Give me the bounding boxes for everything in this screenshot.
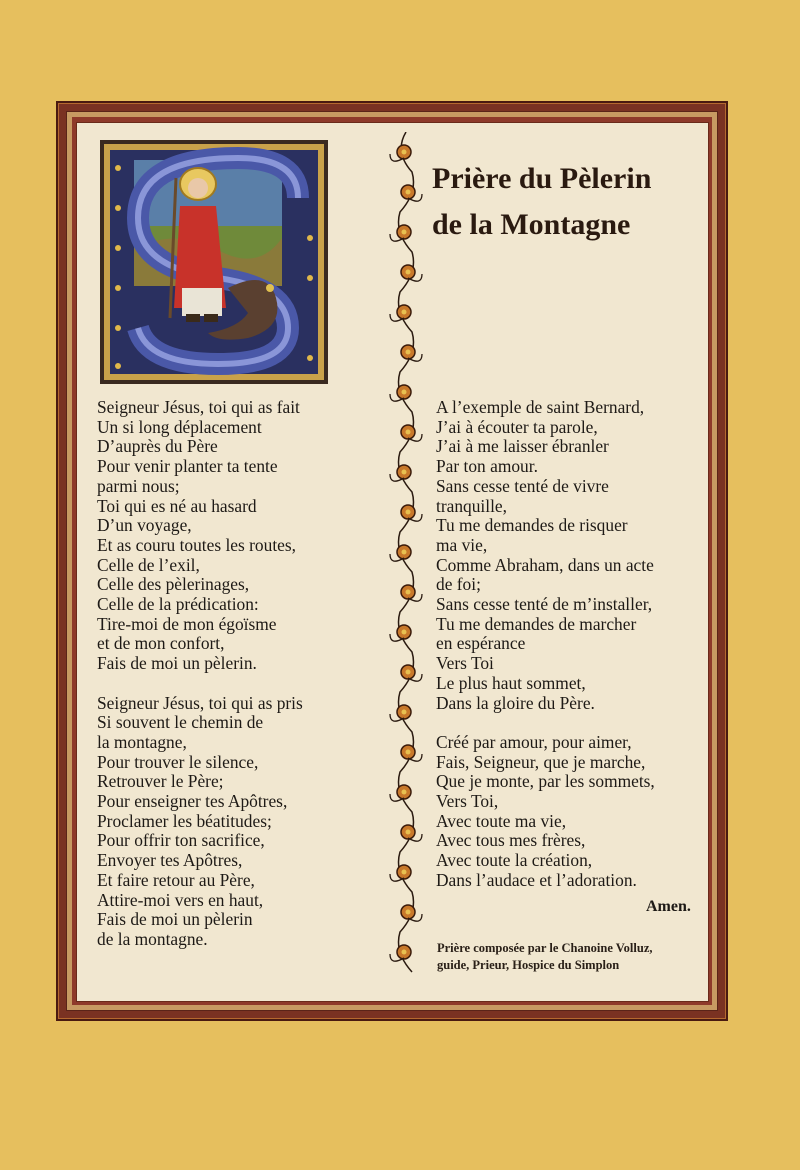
right-column-stanza1-line: Par ton amour. [436, 456, 538, 477]
vine-flower-ornament [401, 905, 422, 921]
vine-flower-ornament [401, 425, 422, 441]
right-column-stanza2-line: Avec tous mes frères, [436, 830, 586, 851]
left-column-stanza2-line: Si souvent le chemin de [97, 712, 264, 733]
vine-flower-ornament [401, 505, 422, 521]
right-column-stanza2-line: Avec toute la création, [436, 850, 593, 871]
vine-flower-ornament [401, 265, 422, 281]
decorative-vine-border [378, 132, 434, 982]
prayer-credit [437, 940, 653, 974]
vine-flower-ornament [401, 185, 422, 201]
left-column-stanza1-line: Un si long déplacement [97, 416, 262, 437]
left-column-stanza1-line: Et as couru toutes les routes, [97, 534, 296, 555]
left-stanza-1 [97, 398, 303, 674]
title-line-2: de la Montagne [432, 208, 631, 241]
right-column-stanza1-line: Sans cesse tenté de m’installer, [436, 594, 653, 615]
vine-flower-ornament [390, 865, 411, 881]
left-column-stanza1-line: D’un voyage, [97, 515, 192, 536]
right-column-stanza1-line: Vers Toi [436, 653, 494, 674]
right-column-stanza1-line: Tu me demandes de marcher [436, 613, 637, 634]
title-line-1: Prière du Pèlerin [432, 162, 652, 195]
vine-flower-ornament [401, 585, 422, 601]
vine-flower-ornament [390, 945, 411, 961]
right-stanza-2 [436, 733, 655, 891]
vine-flower-ornament [390, 625, 411, 641]
amen-text: Amen. [646, 898, 691, 915]
left-column-stanza1-line: Fais de moi un pèlerin. [97, 653, 257, 674]
credit-line-2: guide, Prieur, Hospice du Simplon [437, 958, 620, 972]
right-column-stanza2-line: Vers Toi, [436, 791, 499, 812]
left-column-stanza1-line: Celle de la prédication: [97, 594, 259, 615]
left-column-stanza1-line: Celle de l’exil, [97, 554, 200, 575]
right-column-stanza2-line: Créé par amour, pour aimer, [436, 731, 632, 752]
right-column-stanza1-line: J’ai à me laisser ébranler [436, 436, 609, 457]
right-column-stanza1-line: Tu me demandes de risquer [436, 515, 628, 536]
vine-flower-ornament [390, 145, 411, 161]
right-column-text [436, 398, 655, 891]
left-column-stanza1-line: Toi qui es né au hasard [97, 495, 257, 516]
vine-flower-ornament [401, 665, 422, 681]
vine-flower-ornament [401, 345, 422, 361]
left-column-stanza1-line: Celle des pèlerinages, [97, 574, 250, 595]
right-column-stanza2-line: Fais, Seigneur, que je marche, [436, 751, 646, 772]
vine-flower-ornament [390, 705, 411, 721]
left-stanza-2 [97, 694, 303, 950]
right-column-stanza1-line: J’ai à écouter ta parole, [436, 416, 598, 437]
right-stanza-1 [436, 398, 655, 713]
left-column-stanza1-line: Tire-moi de mon égoïsme [97, 613, 277, 634]
vine-flower-ornament [390, 545, 411, 561]
right-column-stanza1-line: ma vie, [436, 534, 488, 555]
vine-flower-ornament [401, 745, 422, 761]
right-column-stanza1-line: en espérance [436, 633, 526, 654]
vine-flower-ornament [401, 825, 422, 841]
right-column-stanza1-line: Le plus haut sommet, [436, 672, 586, 693]
left-column-stanza1-line: et de mon confort, [97, 633, 225, 654]
right-column-stanza1-line: tranquille, [436, 495, 507, 516]
right-column-stanza1-line: Dans la gloire du Père. [436, 692, 595, 713]
vine-flower-ornament [390, 385, 411, 401]
credit-line-1: Prière composée par le Chanoine Volluz, [437, 941, 653, 955]
left-column-stanza2-line: Pour enseigner tes Apôtres, [97, 791, 288, 812]
vine-flower-ornament [390, 225, 411, 241]
left-column-stanza1-line: D’auprès du Père [97, 436, 218, 457]
left-column-stanza1-line: Pour venir planter ta tente [97, 456, 278, 477]
illuminated-initial-s [98, 138, 330, 386]
right-column-stanza2-line: Que je monte, par les sommets, [436, 771, 655, 792]
left-column-stanza2-line: Attire-moi vers en haut, [97, 889, 264, 910]
left-column-stanza2-line: Seigneur Jésus, toi qui as pris [97, 692, 303, 713]
left-column-stanza2-line: de la montagne. [97, 928, 208, 949]
vine-flower-ornament [390, 785, 411, 801]
left-column-text [97, 398, 303, 950]
left-column-stanza2-line: Pour offrir ton sacrifice, [97, 830, 265, 851]
right-column-stanza1-line: de foi; [436, 574, 481, 595]
vine-flower-ornament [390, 465, 411, 481]
left-column-stanza2-line: Envoyer tes Apôtres, [97, 850, 243, 871]
left-column-stanza2-line: Fais de moi un pèlerin [97, 909, 253, 930]
left-column-stanza1-line: parmi nous; [97, 475, 180, 496]
left-column-stanza2-line: Proclamer les béatitudes; [97, 810, 272, 831]
prayer-title [432, 156, 712, 248]
right-column-stanza1-line: Sans cesse tenté de vivre [436, 475, 609, 496]
left-column-stanza2-line: Retrouver le Père; [97, 771, 224, 792]
right-column-stanza2-line: Avec toute ma vie, [436, 810, 567, 831]
left-column-stanza2-line: la montagne, [97, 731, 187, 752]
left-column-stanza2-line: Pour trouver le silence, [97, 751, 259, 772]
right-column-stanza1-line: A l’exemple de saint Bernard, [436, 397, 645, 417]
vine-flower-ornament [390, 305, 411, 321]
left-column-stanza2-line: Et faire retour au Père, [97, 869, 255, 890]
left-column-stanza1-line: Seigneur Jésus, toi qui as fait [97, 397, 300, 417]
right-column-stanza1-line: Comme Abraham, dans un acte [436, 554, 654, 575]
right-column-stanza2-line: Dans l’audace et l’adoration. [436, 869, 637, 890]
